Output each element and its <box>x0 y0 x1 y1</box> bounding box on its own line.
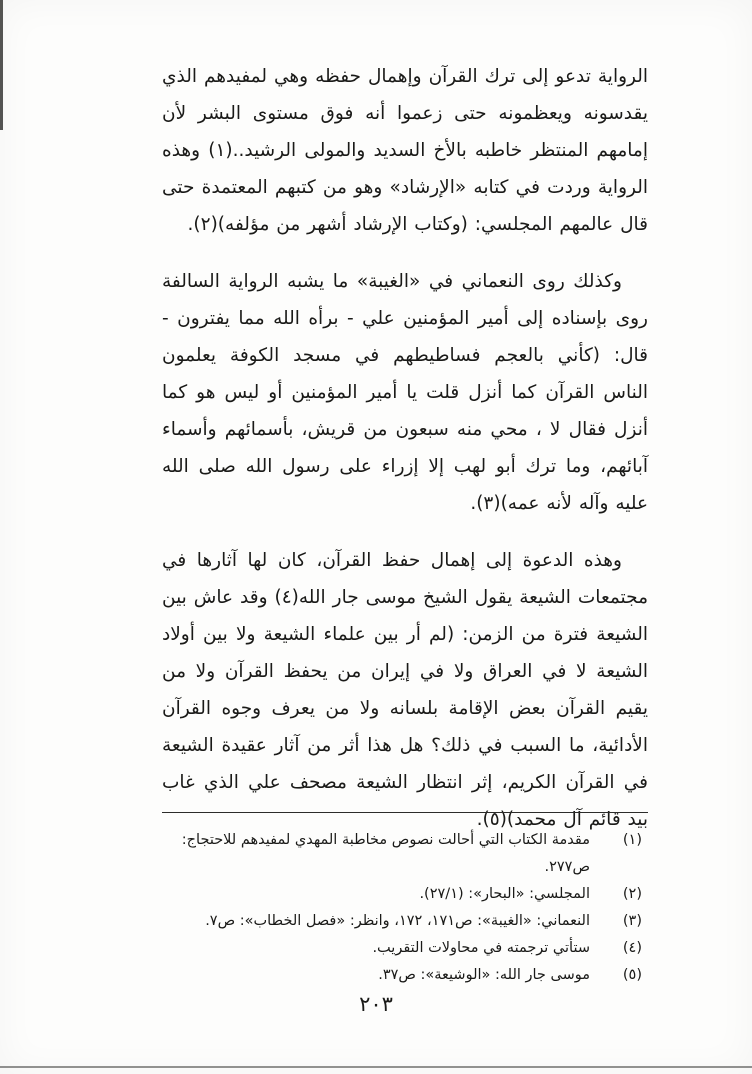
footnote-text: مقدمة الكتاب التي أحالت نصوص مخاطبة المهدي لمفيدهم للاحتجاج: ص٢٧٧. <box>181 832 590 875</box>
footnote-item <box>162 827 648 881</box>
footnote-item <box>162 935 648 962</box>
body-paragraph: الرواية تدعو إلى ترك القرآن وإهمال حفظه وهي لمفيدهم الذي يقدسونه ويعظمونه حتى زعموا أنه فوق مستوى البشر لأن إمامهم المنتظر خاطبه بالأخ السديد والمولى الرشيد..(١) وهذه الرواية وردت في كتابه «الإرشاد» وهو من كتبهم المعتمدة حتى قال عالمهم المجلسي: (وكتاب الإرشاد أشهر من مؤلفه)(٢). <box>162 66 648 235</box>
footnote-text: موسى جار الله: «الوشيعة»: ص٣٧. <box>378 967 590 983</box>
footnote-number: (١) <box>622 832 642 848</box>
footnote-item <box>162 908 648 935</box>
footnote-divider <box>162 812 648 813</box>
body-paragraph: وكذلك روى النعماني في «الغيبة» ما يشبه الرواية السالفة روى بإسناده إلى أمير المؤمنين علي - برأه الله مما يفترون - قال: (كأني بالعجم فساطيطهم في مسجد الكوفة يعلمون الناس القرآن كما أنزل قلت يا أمير المؤمنين أو ليس هو كما أنزل فقال لا ، محي منه سبعون من قريش، بأسمائهم وأسماء آبائهم، وما ترك أبو لهب إلا إزراء على رسول الله صلى الله عليه وآله لأنه عمه)(٣). <box>162 271 648 514</box>
footnote-number: (٢) <box>622 886 642 902</box>
body-text <box>162 58 648 858</box>
footnote-text: المجلسي: «البحار»: (٢٧/١). <box>419 886 590 902</box>
footnote-item <box>162 881 648 908</box>
footnote-number: (٥) <box>622 967 642 983</box>
footnote-number: (٤) <box>622 940 642 956</box>
footnote-item <box>162 962 648 989</box>
page-number: ٢٠٣ <box>359 992 393 1016</box>
body-paragraph: وهذه الدعوة إلى إهمال حفظ القرآن، كان لها آثارها في مجتمعات الشيعة يقول الشيخ موسى جار الله(٤) وقد عاش بين الشيعة فترة من الزمن: (لم أر بين علماء الشيعة ولا بين أولاد الشيعة لا في العراق ولا في إيران من يحفظ القرآن ولا من يقيم القرآن بعض الإقامة بلسانه ولا من يعرف وجوه القرآن الأدائية، ما السبب في ذلك؟ هل هذا أثر من آثار عقيدة الشيعة في القرآن الكريم، إثر انتظار الشيعة مصحف علي الذي غاب بيد قائم آل محمد)(٥). <box>162 550 648 830</box>
footnote-text: ستأتي ترجمته في محاولات التقريب. <box>372 940 590 956</box>
footnotes-section <box>162 812 648 989</box>
footnote-number: (٣) <box>622 913 642 929</box>
footnote-text: النعماني: «الغيبة»: ص١٧١، ١٧٢، وانظر: «فصل الخطاب»: ص٧. <box>205 913 590 929</box>
